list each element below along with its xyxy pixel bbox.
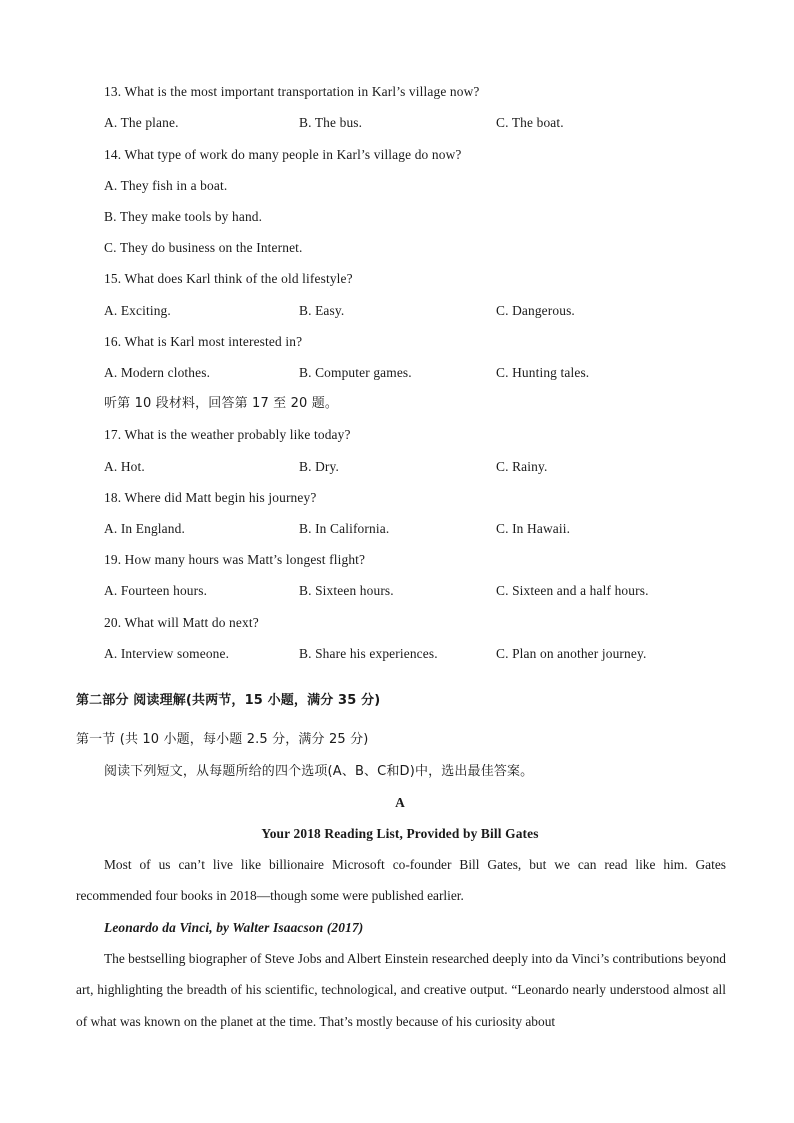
- question-16-option-a: A. Modern clothes.: [104, 365, 211, 380]
- question-17-option-c: C. Rainy.: [496, 459, 548, 474]
- question-20-option-c: C. Plan on another journey.: [496, 646, 647, 661]
- question-19-option-a: A. Fourteen hours.: [104, 583, 208, 598]
- question-15-stem: 15. What does Karl think of the old lifestyle?: [104, 271, 353, 286]
- book1-paragraph: The bestselling biographer of Steve Jobs and Albert Einstein researched deeply into da Vinci’s contributions beyond art, highlighting the breadth of his scientific, technological, and creative output. “Leonardo nearly understood almost all of what was known on the planet at the time. That’s mostly because of his curiosity about: [76, 951, 726, 1029]
- question-19-option-b: B. Sixteen hours.: [299, 583, 394, 598]
- question-15-option-a: A. Exciting.: [104, 303, 171, 318]
- passage-intro-paragraph: Most of us can’t live like billionaire Microsoft co-founder Bill Gates, but we can read like him. Gates recommended four books in 2018—though some were published earlier.: [76, 857, 726, 904]
- question-14-option-b: B. They make tools by hand.: [104, 209, 263, 224]
- section1-instruction: 阅读下列短文，从每题所给的四个选项(A、B、C和D)中，选出最佳答案。: [104, 764, 534, 779]
- question-20-option-a: A. Interview someone.: [104, 646, 230, 661]
- question-17-option-a: A. Hot.: [104, 459, 145, 474]
- part2-heading: 第二部分 阅读理解(共两节，15 小题，满分 35 分): [76, 693, 381, 708]
- question-18-option-a: A. In England.: [104, 521, 185, 536]
- question-18-option-b: B. In California.: [299, 521, 390, 536]
- question-20-option-b: B. Share his experiences.: [299, 646, 438, 661]
- question-18-option-c: C. In Hawaii.: [496, 521, 571, 536]
- question-17-stem: 17. What is the weather probably like today?: [104, 427, 351, 442]
- question-19-stem: 19. How many hours was Matt’s longest flight?: [104, 552, 366, 567]
- question-13-option-c: C. The boat.: [496, 115, 564, 130]
- question-13-option-b: B. The bus.: [299, 115, 363, 130]
- passage-title: Your 2018 Reading List, Provided by Bill Gates: [261, 826, 539, 841]
- question-19-option-c: C. Sixteen and a half hours.: [496, 583, 649, 598]
- question-16-option-b: B. Computer games.: [299, 365, 412, 380]
- passage-letter: A: [395, 795, 405, 810]
- question-18-stem: 18. Where did Matt begin his journey?: [104, 490, 317, 505]
- question-16-option-c: C. Hunting tales.: [496, 365, 590, 380]
- question-14-option-c: C. They do business on the Internet.: [104, 240, 303, 255]
- material-10-instruction: 听第 10 段材料，回答第 17 至 20 题。: [104, 396, 339, 411]
- question-13-stem: 13. What is the most important transportation in Karl’s village now?: [104, 84, 480, 99]
- question-16-stem: 16. What is Karl most interested in?: [104, 334, 303, 349]
- question-20-stem: 20. What will Matt do next?: [104, 615, 259, 630]
- question-17-option-b: B. Dry.: [299, 459, 339, 474]
- question-13-option-a: A. The plane.: [104, 115, 179, 130]
- question-14-stem: 14. What type of work do many people in Karl’s village do now?: [104, 147, 462, 162]
- question-15-option-c: C. Dangerous.: [496, 303, 575, 318]
- question-15-option-b: B. Easy.: [299, 303, 345, 318]
- question-14-option-a: A. They fish in a boat.: [104, 178, 228, 193]
- section1-heading: 第一节 (共 10 小题，每小题 2.5 分，满分 25 分): [76, 732, 369, 747]
- book1-title: Leonardo da Vinci, by Walter Isaacson (2017): [104, 920, 364, 935]
